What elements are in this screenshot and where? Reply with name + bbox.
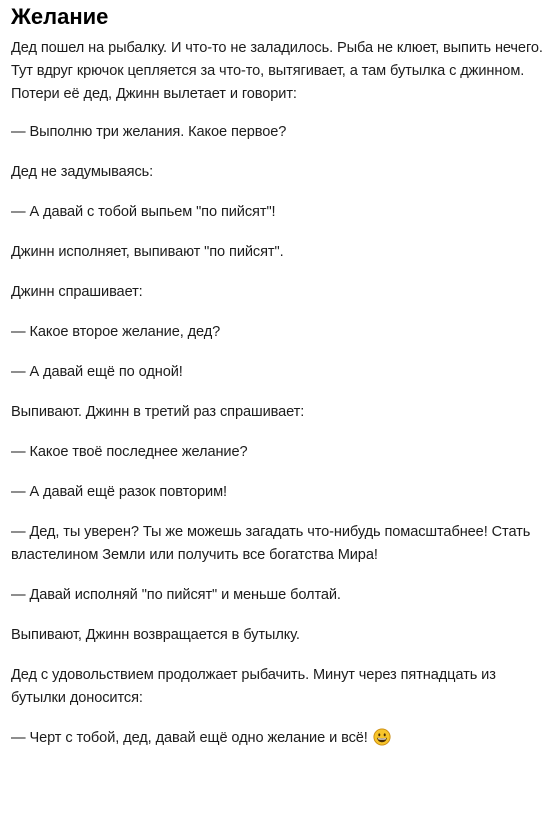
grinning-face-icon	[373, 728, 391, 746]
paragraph: Дед пошел на рыбалку. И что-то не заладилось. Рыба не клюет, выпить нечего. Тут вдруг крючок цепляется за что-то, вытягивает, а там бутылка с джинном. Потери её дед, Джинн вылетает и говорит:	[11, 40, 543, 102]
paragraph: Выпивают. Джинн в третий раз спрашивает:	[11, 404, 305, 420]
final-paragraph-text: — Черт с тобой, дед, давай ещё одно желание и всё!	[11, 730, 368, 746]
paragraph: — А давай ещё разок повторим!	[11, 484, 227, 500]
paragraph: Джинн исполняет, выпивают "по пийсят".	[11, 244, 284, 260]
paragraph: — Выполню три желания. Какое первое?	[11, 124, 287, 140]
article-title: Желание	[11, 4, 109, 29]
paragraph: — Какое второе желание, дед?	[11, 324, 221, 340]
final-paragraph	[11, 727, 549, 750]
paragraph: — Давай исполняй "по пийсят" и меньше болтай.	[11, 587, 341, 603]
paragraph: — А давай ещё по одной!	[11, 364, 183, 380]
paragraph: — А давай с тобой выпьем "по пийсят"!	[11, 204, 276, 220]
paragraph: Джинн спрашивает:	[11, 284, 143, 300]
paragraph: Дед не задумываясь:	[11, 164, 154, 180]
paragraph: Дед с удовольствием продолжает рыбачить. Минут через пятнадцать из бутылки доносится:	[11, 667, 496, 706]
paragraph: — Дед, ты уверен? Ты же можешь загадать что-нибудь помасштабнее! Стать властелином Земли или получить все богатства Мира!	[11, 524, 531, 563]
paragraph: — Какое твоё последнее желание?	[11, 444, 248, 460]
paragraph: Выпивают, Джинн возвращается в бутылку.	[11, 627, 300, 643]
article-body	[11, 37, 549, 750]
